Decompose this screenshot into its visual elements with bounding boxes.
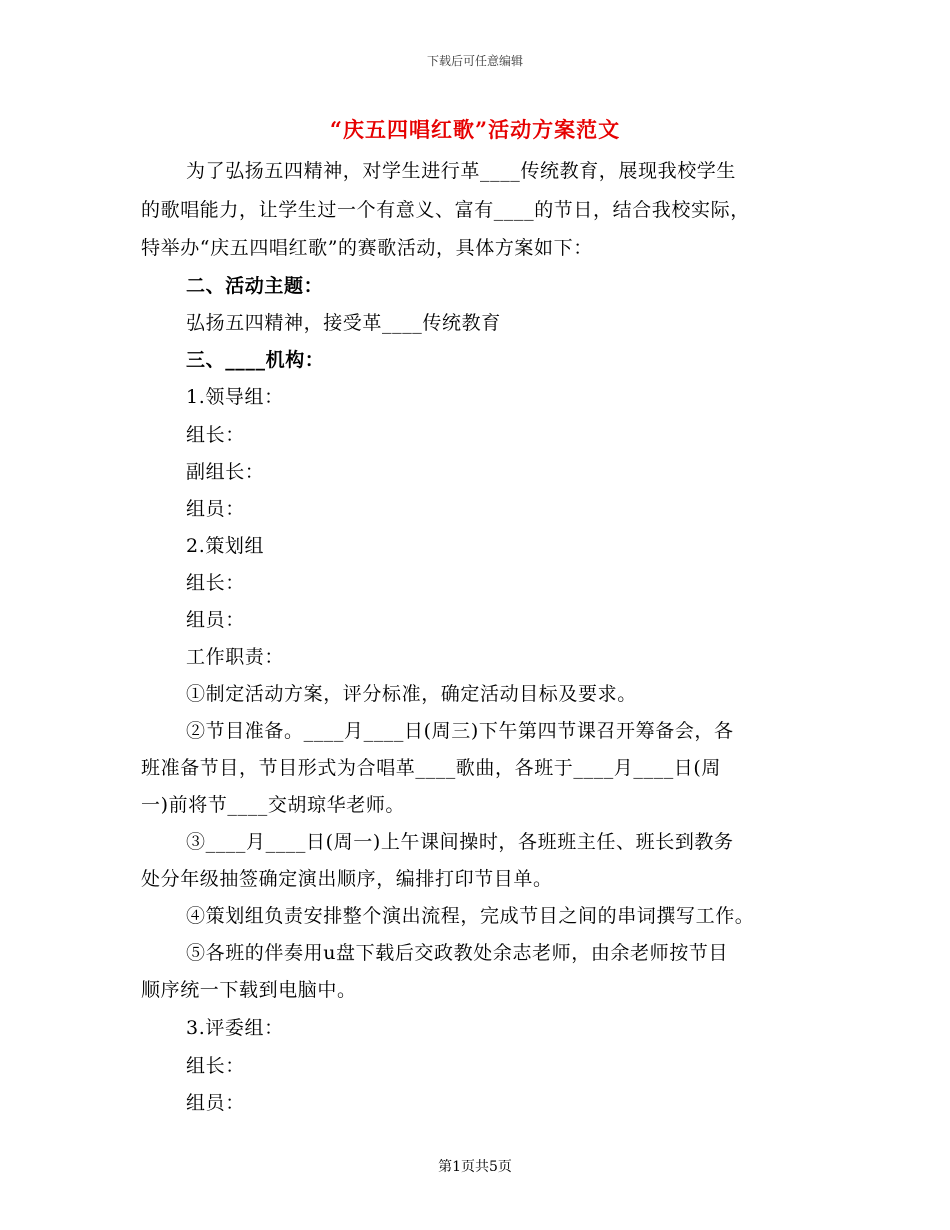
- paragraph-line: ②节目准备。____月____日(周三)下午第四节课召开筹备会，各: [186, 720, 734, 742]
- list-item: 3.评委组：: [186, 1017, 284, 1039]
- list-item: 组员：: [186, 498, 245, 520]
- paragraph-line: ④策划组负责安排整个演出流程，完成节目之间的串词撰写工作。: [186, 905, 755, 927]
- list-item: 工作职责：: [186, 646, 285, 668]
- list-item: 2.策划组: [186, 535, 265, 557]
- paragraph-line: 为了弘扬五四精神，对学生进行革____传统教育，展现我校学生: [186, 160, 737, 182]
- list-item: 副组长：: [186, 461, 265, 483]
- paragraph-line: 的歌唱能力，让学生过一个有意义、富有____的节日，结合我校实际，: [141, 199, 750, 221]
- paragraph-line: ①制定活动方案，评分标准，确定活动目标及要求。: [186, 683, 637, 705]
- list-item: 组员：: [186, 609, 245, 631]
- paragraph-line: ⑤各班的伴奏用u盘下载后交政教处余志老师，由余老师按节目: [186, 942, 729, 964]
- paragraph-line: 顺序统一下载到电脑中。: [141, 979, 357, 1001]
- paragraph-line: 弘扬五四精神，接受革____传统教育: [186, 312, 501, 334]
- list-item: 组长：: [186, 1055, 245, 1077]
- paragraph-line: 班准备节目，节目形式为合唱革____歌曲，各班于____月____日(周: [141, 757, 722, 779]
- list-item: 组长：: [186, 572, 245, 594]
- paragraph-line: ③____月____日(周一)上午课间操时，各班班主任、班长到教务: [186, 831, 734, 853]
- paragraph-line: 一)前将节____交胡琼华老师。: [141, 794, 406, 816]
- list-item: 组员：: [186, 1092, 245, 1114]
- page-footer: 第1页共5页: [438, 1159, 512, 1175]
- page-header: 下载后可任意编辑: [426, 54, 523, 68]
- document-title: “庆五四唱红歌”活动方案范文: [329, 117, 621, 142]
- section-heading: 二、活动主题：: [186, 275, 324, 297]
- list-item: 1.领导组：: [186, 386, 284, 408]
- paragraph-line: 特举办“庆五四唱红歌”的赛歌活动，具体方案如下：: [141, 237, 593, 259]
- section-heading: 三、____机构：: [186, 349, 325, 371]
- paragraph-line: 处分年级抽签确定演出顺序，编排打印节目单。: [141, 868, 553, 890]
- list-item: 组长：: [186, 424, 245, 446]
